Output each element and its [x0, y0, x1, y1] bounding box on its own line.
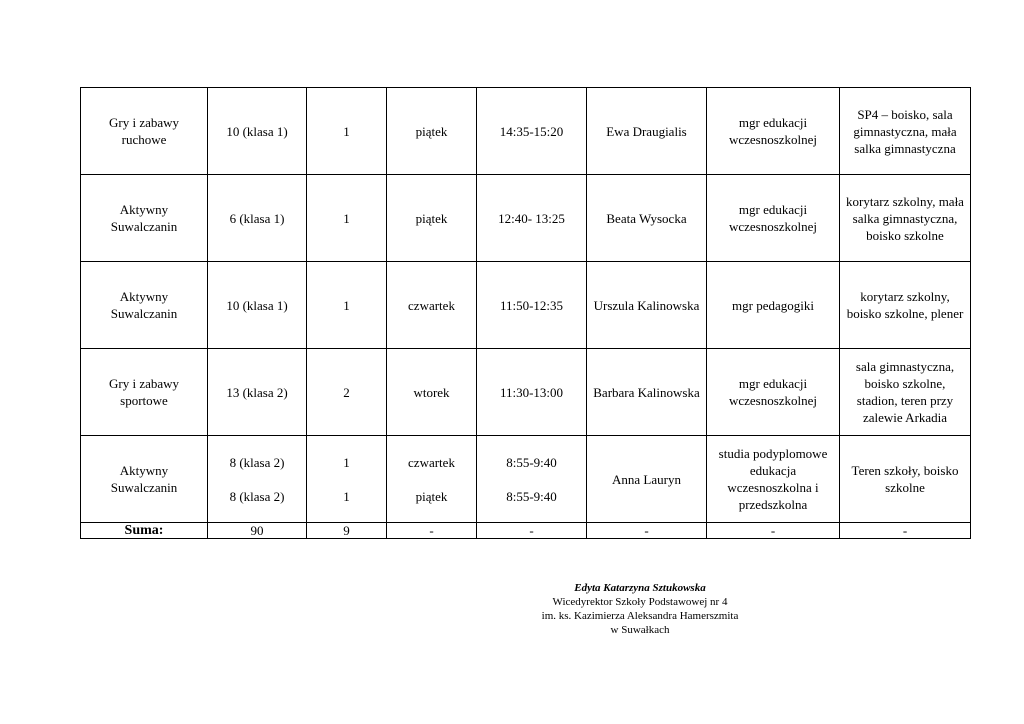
students-cell: 10 (klasa 1): [208, 262, 307, 349]
hours-cell: 2: [307, 349, 387, 436]
day-cell: piątek: [387, 175, 477, 262]
students-cell: 6 (klasa 1): [208, 175, 307, 262]
students-cell: [208, 436, 307, 523]
signature-title: Wicedyrektor Szkoły Podstawowej nr 4: [552, 596, 728, 608]
time-cell: 14:35-15:20: [477, 88, 587, 175]
teacher-cell: Anna Lauryn: [587, 436, 707, 523]
hours-cell: 1: [307, 175, 387, 262]
signature-block: [520, 581, 760, 637]
qualification-cell: mgr edukacji wczesnoszkolnej: [707, 349, 840, 436]
activity-cell: Gry i zabawy ruchowe: [81, 88, 208, 175]
location-cell: SP4 – boisko, sala gimnastyczna, mała salka gimnastyczna: [840, 88, 971, 175]
day-value: czwartek: [408, 454, 455, 470]
sum-students: 90: [208, 523, 307, 539]
activity-cell: Aktywny Suwalczanin: [81, 175, 208, 262]
table-row: [81, 436, 971, 523]
sum-location: -: [840, 523, 971, 539]
hours-value: 1: [343, 454, 350, 470]
table-row: [81, 262, 971, 349]
time-cell: 11:50-12:35: [477, 262, 587, 349]
location-cell: sala gimnastyczna, boisko szkolne, stadion, teren przy zalewie Arkadia: [840, 349, 971, 436]
signature-city: w Suwałkach: [610, 624, 670, 636]
teacher-cell: Beata Wysocka: [587, 175, 707, 262]
activity-cell: Aktywny Suwalczanin: [81, 262, 208, 349]
qualification-cell: mgr edukacji wczesnoszkolnej: [707, 175, 840, 262]
day-cell: wtorek: [387, 349, 477, 436]
qualification-cell: studia podyplomowe edukacja wczesnoszkolna i przedszkolna: [707, 436, 840, 523]
hours-cell: 1: [307, 88, 387, 175]
location-cell: Teren szkoły, boisko szkolne: [840, 436, 971, 523]
time-value: 8:55-9:40: [506, 488, 557, 504]
teacher-cell: Urszula Kalinowska: [587, 262, 707, 349]
location-cell: korytarz szkolny, mała salka gimnastyczna, boisko szkolne: [840, 175, 971, 262]
teacher-cell: Ewa Draugialis: [587, 88, 707, 175]
location-cell: korytarz szkolny, boisko szkolne, plener: [840, 262, 971, 349]
students-cell: 13 (klasa 2): [208, 349, 307, 436]
sum-teacher: -: [587, 523, 707, 539]
day-value: piątek: [415, 488, 448, 504]
students-value: 8 (klasa 2): [229, 488, 285, 504]
day-cell: czwartek: [387, 262, 477, 349]
time-cell: [477, 436, 587, 523]
table-row: [81, 88, 971, 175]
hours-value: 1: [343, 488, 350, 504]
sum-label: Suma:: [81, 523, 208, 539]
qualification-cell: mgr pedagogiki: [707, 262, 840, 349]
time-cell: 12:40- 13:25: [477, 175, 587, 262]
teacher-cell: Barbara Kalinowska: [587, 349, 707, 436]
students-value: 8 (klasa 2): [229, 454, 285, 470]
hours-cell: [307, 436, 387, 523]
sum-qualification: -: [707, 523, 840, 539]
day-cell: [387, 436, 477, 523]
sum-row: [81, 523, 971, 539]
activities-table: [80, 87, 971, 539]
signature-patron: im. ks. Kazimierza Aleksandra Hamerszmita: [541, 610, 739, 622]
activity-cell: Gry i zabawy sportowe: [81, 349, 208, 436]
activity-cell: Aktywny Suwalczanin: [81, 436, 208, 523]
time-value: 8:55-9:40: [506, 454, 557, 470]
table-row: [81, 349, 971, 436]
time-cell: 11:30-13:00: [477, 349, 587, 436]
sum-day: -: [387, 523, 477, 539]
sum-time: -: [477, 523, 587, 539]
students-cell: 10 (klasa 1): [208, 88, 307, 175]
signature-name: Edyta Katarzyna Sztukowska: [574, 582, 706, 594]
day-cell: piątek: [387, 88, 477, 175]
qualification-cell: mgr edukacji wczesnoszkolnej: [707, 88, 840, 175]
sum-hours: 9: [307, 523, 387, 539]
hours-cell: 1: [307, 262, 387, 349]
table-row: [81, 175, 971, 262]
